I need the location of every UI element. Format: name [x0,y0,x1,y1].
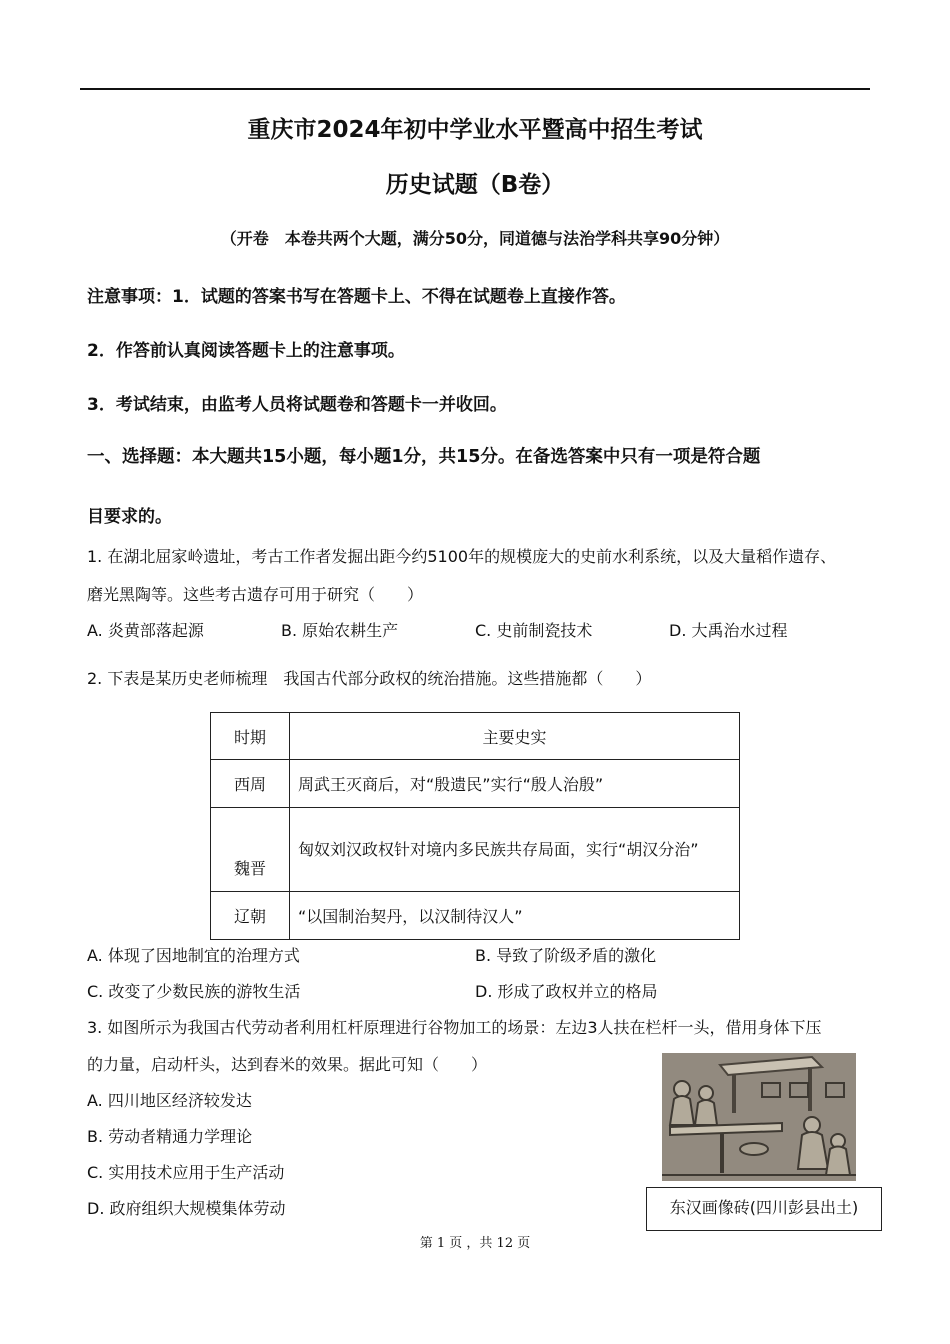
note-1: 注意事项：1．试题的答案书写在答题卡上、不得在试题卷上直接作答。 [87,287,626,307]
table-row [211,760,740,808]
q3-option-b: B. 劳动者精通力学理论 [87,1127,253,1146]
table-header-row [211,713,740,760]
q2-option-a: A. 体现了因地制宜的治理方式 [87,946,300,965]
q3-stem-line1: 3. 如图所示为我国古代劳动者利用杠杆原理进行谷物加工的场景：左边3人扶在栏杆一头，借用身体下压 [87,1018,822,1037]
table-cell-fact: 周武王灭商后，对“殷遗民”实行“殷人治殷” [290,760,740,808]
note-3: 3．考试结束，由监考人员将试题卷和答题卡一并收回。 [87,395,507,415]
table-cell-period: 西周 [211,760,290,808]
table-cell-fact: “以国制治契丹，以汉制待汉人” [290,892,740,940]
exam-title: 重庆市2024年初中学业水平暨高中招生考试 [247,117,703,143]
q1-option-c: C. 史前制瓷技术 [475,621,593,640]
q1-option-a: A. 炎黄部落起源 [87,621,204,640]
han-brick-relief-image [662,1053,856,1181]
q2-stem: 2. 下表是某历史老师梳理 我国古代部分政权的统治措施。这些措施都（ ） [87,669,652,688]
page-footer: 第 1 页 ，共 12 页 [419,1236,531,1251]
q3-option-a: A. 四川地区经济较发达 [87,1091,252,1110]
section-heading-line1: 一、选择题：本大题共15小题，每小题1分，共15分。在备选答案中只有一项是符合题 [87,447,761,467]
q1-stem-line1: 1. 在湖北屈家岭遗址，考古工作者发掘出距今约5100年的规模庞大的史前水利系统，以及大量稻作遗存、 [87,547,837,566]
note-2: 2．作答前认真阅读答题卡上的注意事项。 [87,341,405,361]
q3-option-c: C. 实用技术应用于生产活动 [87,1163,285,1182]
q2-option-c: C. 改变了少数民族的游牧生活 [87,982,301,1001]
table-header-period: 时期 [211,713,290,760]
history-table [210,712,740,940]
exam-subtitle: 历史试题（B卷） [385,172,565,198]
section-heading-line2: 目要求的。 [87,507,172,527]
q2-option-d: D. 形成了政权并立的格局 [475,982,658,1001]
table-cell-period: 魏晋 [211,808,290,892]
table-cell-period: 辽朝 [211,892,290,940]
top-rule [80,88,870,90]
q1-option-b: B. 原始农耕生产 [281,621,399,640]
q1-stem-line2: 磨光黑陶等。这些考古遗存可用于研究（ ） [87,585,424,604]
table-header-facts: 主要史实 [290,713,740,760]
table-row [211,808,740,892]
table-cell-fact: 匈奴刘汉政权针对境内多民族共存局面，实行“胡汉分治” [290,808,740,892]
q3-option-d: D. 政府组织大规模集体劳动 [87,1199,286,1218]
q3-stem-line2: 的力量，启动杆头，达到舂米的效果。据此可知（ ） [87,1055,488,1074]
table-row [211,892,740,940]
q2-option-b: B. 导致了阶级矛盾的激化 [475,946,657,965]
exam-info: （开卷 本卷共两个大题，满分50分，同道德与法治学科共享90分钟） [220,229,730,248]
figure-caption: 东汉画像砖(四川彭县出土) [646,1187,882,1231]
q1-option-d: D. 大禹治水过程 [669,621,788,640]
